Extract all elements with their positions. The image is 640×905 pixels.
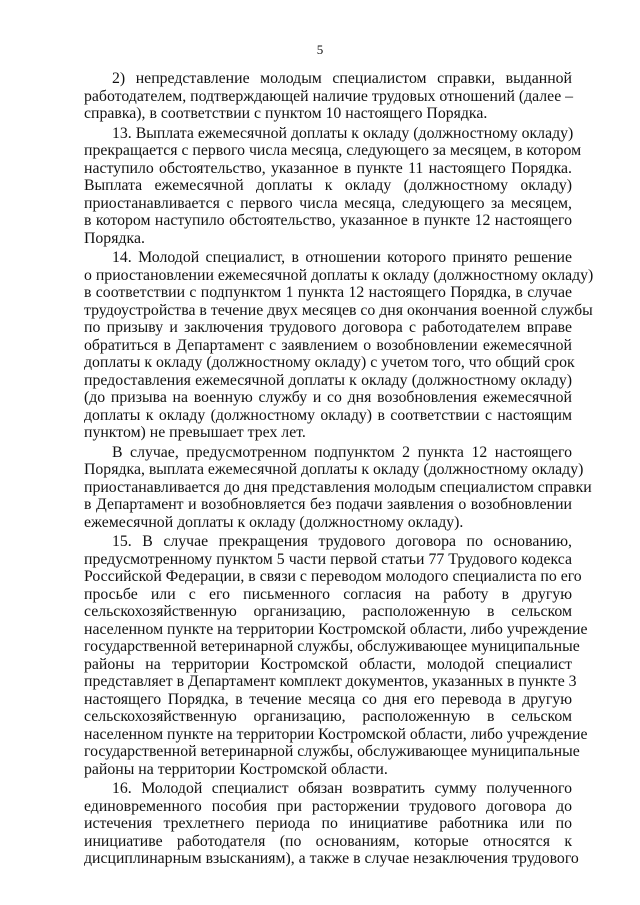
text-line: справка), в соответствии с пунктом 10 настоящего Порядка. bbox=[84, 105, 488, 122]
text-line: Порядка. bbox=[84, 229, 145, 247]
text-line: доплаты к окладу (должностному окладу) с учетом того, что общий срок bbox=[84, 354, 575, 371]
text-line: настоящего Порядка, в течение месяца со дня его перевода в другую bbox=[84, 690, 572, 708]
text-line: о приостановлении ежемесячной доплаты к окладу (должностному окладу) bbox=[84, 266, 594, 284]
text-line: 14. Молодой специалист, в отношении которого принято решение bbox=[112, 249, 572, 266]
paragraph-4 bbox=[84, 443, 592, 532]
paragraph-1 bbox=[84, 70, 572, 123]
text-line: Порядка, выплата ежемесячной доплаты к окладу (должностному окладу) bbox=[84, 461, 584, 478]
text-line: обратиться в Департамент с заявлением о возобновлении ежемесячной bbox=[84, 336, 572, 354]
text-line: районы на территории Костромской области, молодой специалист bbox=[84, 655, 572, 673]
text-line: приостанавливается до дня представления молодым специалистом справки bbox=[84, 478, 592, 496]
text-line: районы на территории Костромской области. bbox=[84, 760, 388, 778]
text-line: предусмотренному пунктом 5 части первой статьи 77 Трудового кодекса bbox=[84, 550, 572, 568]
paragraph-2 bbox=[84, 124, 582, 248]
text-line: (до призыва на военную службу и со дня возобновления ежемесячной bbox=[84, 389, 572, 406]
text-line: в Департамент и возобновляется без подачи заявления о возобновлении bbox=[84, 496, 572, 513]
text-line: в котором наступило обстоятельство, указанное в пункте 12 настоящего bbox=[84, 212, 572, 229]
paragraph-5 bbox=[84, 533, 588, 778]
page-number: 5 bbox=[316, 42, 324, 57]
paragraph-3 bbox=[84, 249, 594, 442]
text-line: наступило обстоятельство, указанное в пункте 11 настоящего Порядка. bbox=[84, 159, 572, 177]
text-line: прекращается с первого числа месяца, следующего за месяцем, в котором bbox=[84, 142, 582, 159]
text-line: в соответствии с подпунктом 1 пункта 12 настоящего Порядка, в случае bbox=[84, 284, 572, 301]
text-line: 16. Молодой специалист обязан возвратить сумму полученного bbox=[112, 780, 572, 797]
text-line: предоставления ежемесячной доплаты к окладу (должностному окладу) bbox=[84, 371, 572, 389]
text-line: Российской Федерации, в связи с переводом молодого специалиста по его bbox=[84, 568, 582, 585]
text-line: Выплата ежемесячной доплаты к окладу (должностному окладу) bbox=[84, 177, 572, 194]
text-line: 13. Выплата ежемесячной доплаты к окладу (должностному окладу) bbox=[112, 124, 574, 142]
text-line: единовременного пособия при расторжении трудового договора до bbox=[84, 797, 572, 815]
text-line: работодателем, подтверждающей наличие трудовых отношений (далее – bbox=[84, 87, 574, 105]
text-line: доплаты к окладу (должностному окладу) в соответствии с настоящим bbox=[84, 406, 572, 424]
text-line: ежемесячной доплаты к окладу (должностному окладу). bbox=[84, 513, 464, 531]
document-body bbox=[84, 70, 594, 870]
text-line: приостанавливается с первого числа месяца, следующего за месяцем, bbox=[84, 194, 572, 212]
text-line: по призыву и заключения трудового договора с работодателем вправе bbox=[84, 319, 572, 336]
text-line: государственной ветеринарной службы, обслуживающее муниципальные bbox=[84, 638, 580, 655]
text-line: населенном пункте на территории Костромской области, либо учреждение bbox=[84, 620, 588, 638]
text-line: истечения трехлетнего периода по инициативе работника или по bbox=[84, 815, 572, 832]
text-line: населенном пункте на территории Костромской области, либо учреждение bbox=[84, 725, 588, 743]
text-line: трудоустройства в течение двух месяцев со дня окончания военной службы bbox=[84, 301, 593, 319]
text-line: представляет в Департамент комплект документов, указанных в пункте 3 bbox=[84, 673, 577, 690]
text-line: 2) непредставление молодым специалистом справки, выданной bbox=[112, 70, 572, 87]
text-line: государственной ветеринарной службы, обслуживающее муниципальные bbox=[84, 743, 580, 760]
text-line: 15. В случае прекращения трудового договора по основанию, bbox=[112, 533, 572, 550]
paragraph-6 bbox=[84, 780, 579, 868]
text-line: просьбе или с его письменного согласия на работу в другую bbox=[84, 585, 572, 603]
text-line: В случае, предусмотренном подпунктом 2 пункта 12 настоящего bbox=[112, 443, 572, 461]
text-line: инициативе работодателя (по основаниям, которые относятся к bbox=[84, 832, 572, 850]
text-line: сельскохозяйственную организацию, расположенную в сельском bbox=[84, 708, 572, 725]
text-line: сельскохозяйственную организацию, расположенную в сельском bbox=[84, 603, 572, 620]
text-line: пунктом) не превышает трех лет. bbox=[84, 424, 306, 441]
text-line: дисциплинарным взысканиям), а также в случае незаключения трудового bbox=[84, 850, 579, 867]
